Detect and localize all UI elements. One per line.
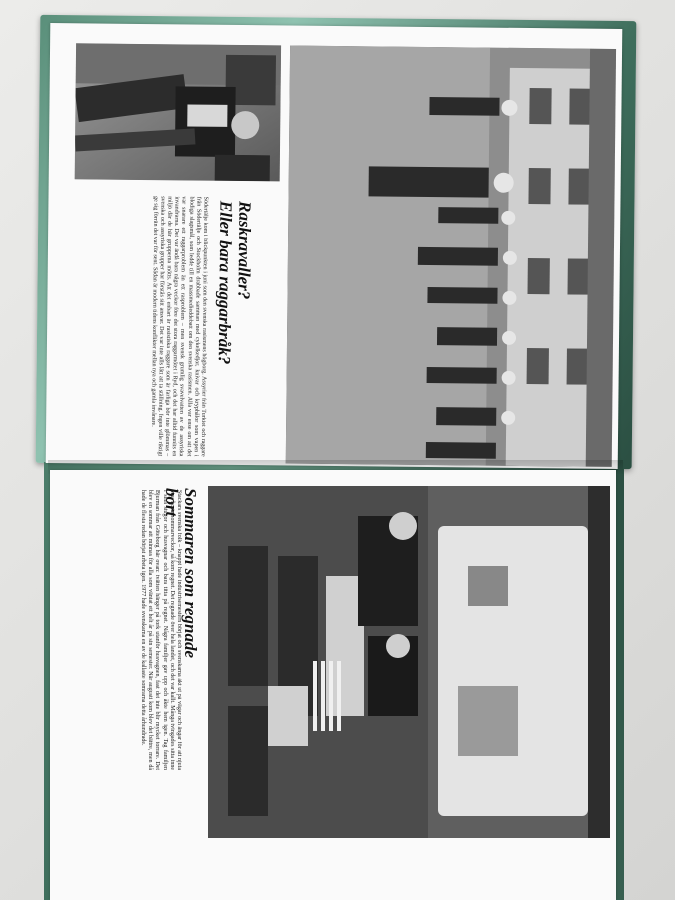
bottom-page xyxy=(50,470,616,900)
headline-top-line2: Eller bara raggarbråk? xyxy=(214,200,236,365)
photo-crowd-street-image xyxy=(286,46,616,467)
body-text-top: Södertälje kom i blickpunkten i juni som den svenska rasismens högborg. Assyrier från Turkiet och raggare från Södertälje och Stockholm drabbade samman med cykelkedjor, knivar och kryphålor som vapen i blodiga slagsmål, som ledde till en massmedieddebatt om den svenska rasismen. Alla var ense om att det var snarare ett raggarproblem än ett rasproblem – men svensk grumlig svavelvatten av de assyriska invandrarna. Det var ändå bara några veckor före det stora raggarmötet i Ryd, och det har alltid funnits en miljö där de här grupperna mötts. Att det enbart är rasistiska raggare som är farliga bör inte glömmas – svenska och assyriska grupper har förstås sitt ansvar. Det var inte alls lätt att ta ställning. Ingen ville riktigt ge sig förrän det var för sent. Sådan är modern tidens konflikter mellan nya och gamla invånare. xyxy=(149,196,209,457)
headline-bottom-line1: Sommaren som regnade xyxy=(181,488,200,659)
photo-man-in-street-image xyxy=(75,43,281,181)
photo-crowd-street xyxy=(286,46,616,467)
photo-family-laundry xyxy=(208,486,610,838)
body-text-bottom: Stackars svenska folk – knappt hade industrisemestern börjat och svenskarna åkt ut på vägar och ängar för att njuta sina korta sommarveckor, så kom regnet. Det regnade över hela landet, och det var kallt. Många tvingades sitta inne i sina stugor och husvagnar och bara titta på regnet. Några familjer gav upp och åkte hem igen. Tag familjen Bjurman från Göteborg här ovan: tvätten hänger på tork utanför husvagnen, fast det inte blir mycket torrare. Det blev en sommar att minnas för alla som väntat ett helt år på sin semester. När augusti kom blev det bättre, men då hade de flesta redan börjat arbeta igen. 1977 hade svenskarna en av de kallaste somrarna detta århundrade. xyxy=(139,490,182,770)
headline-top xyxy=(214,201,255,451)
headline-top-line1: Raskravaller? xyxy=(234,200,255,300)
headline-bottom-line2: bort xyxy=(162,488,181,517)
photo-family-laundry-image xyxy=(208,486,610,838)
top-page xyxy=(46,23,623,469)
photo-man-in-street xyxy=(75,43,281,181)
